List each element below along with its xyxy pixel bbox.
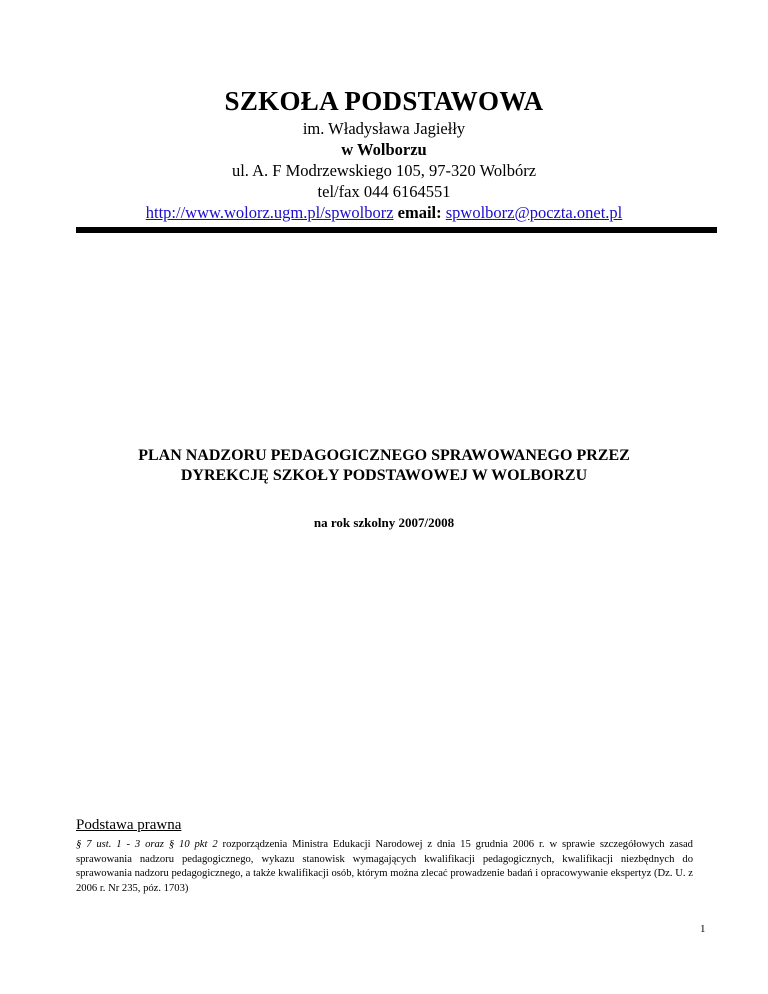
school-location: w Wolborzu <box>341 140 427 159</box>
school-year: na rok szkolny 2007/2008 <box>313 515 455 530</box>
letterhead <box>0 84 768 223</box>
legal-basis-reference: § 7 ust. 1 - 3 oraz § 10 pkt 2 <box>76 839 218 850</box>
school-name: SZKOŁA PODSTAWOWA <box>224 86 544 116</box>
title-line-2: DYREKCJĘ SZKOŁY PODSTAWOWEJ W WOLBORZU <box>180 467 588 484</box>
legal-basis-body: rozporządzenia Ministra Edukacji Narodowej z dnia 15 grudnia 2006 r. w sprawie szczegółowych zasad sprawowania nadzoru pedagogicznego, wykazu stanowisk wymagających kwalifikacji pedagogicznych, kwalifikacji niezbędnych do sprawowania nadzoru pedagogicznego, a także kwalifikacji osób, którym można zlecać prowadzenie badań i opracowywanie ekspertyz (Dz. U. z 2006 r. Nr 235, póz. 1703) <box>76 839 693 894</box>
header-divider <box>76 227 717 233</box>
email-label: email: <box>397 203 442 222</box>
contact-line <box>0 202 768 223</box>
school-address: ul. A. F Modrzewskiego 105, 97-320 Wolbórz <box>231 161 537 180</box>
legal-basis-text <box>76 838 693 896</box>
website-link[interactable]: http://www.wolorz.ugm.pl/spwolborz <box>145 203 394 222</box>
document-title <box>0 446 768 486</box>
school-phone: tel/fax 044 6164551 <box>317 182 451 201</box>
email-link[interactable]: spwolborz@poczta.onet.pl <box>445 203 623 222</box>
legal-basis-heading: Podstawa prawna <box>76 817 182 833</box>
school-patron: im. Władysława Jagiełły <box>302 119 466 138</box>
page-number: 1 <box>700 923 706 935</box>
title-line-1: PLAN NADZORU PEDAGOGICZNEGO SPRAWOWANEGO PRZEZ <box>138 447 630 464</box>
